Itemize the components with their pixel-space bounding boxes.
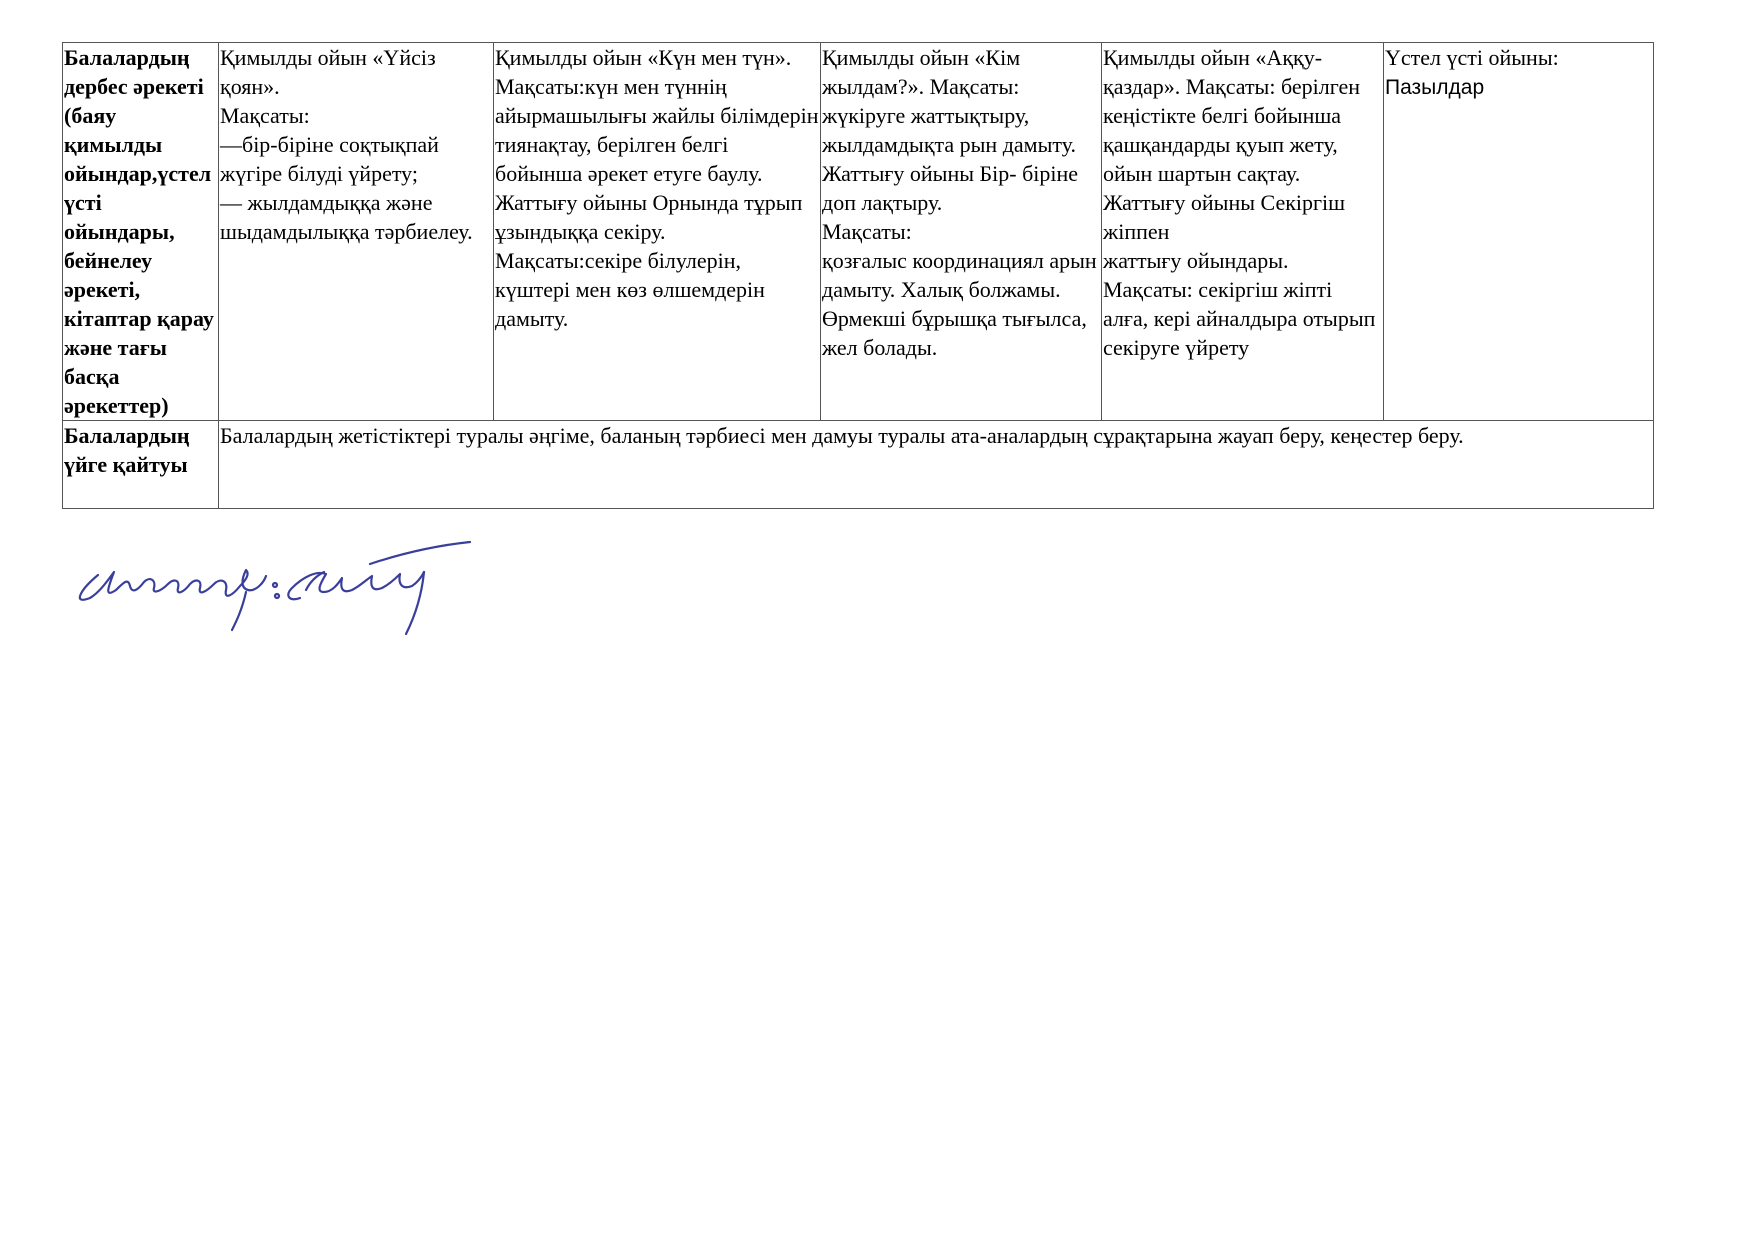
activity-cell-tuesday: Қимылды ойын «Күн мен түн». Мақсаты:күн мен түннің айырмашылығы жайлы білімдерін тиянақтау, берілген белгі бойынша әрекет етуге баулу. Жаттығу ойыны Орнында тұрып ұзындыққа секіру. Мақсаты:секіре білулерін, күштері мен көз өлшемдерін дамыту. bbox=[494, 43, 821, 421]
puzzles-label: Пазылдар bbox=[1385, 76, 1485, 99]
row-heading-going-home: Балалардың үйге қайтуы bbox=[63, 421, 219, 509]
activity-cell-wednesday: Қимылды ойын «Кім жылдам?». Мақсаты: жүкіруге жаттықтыру, жылдамдықта рын дамыту. Жаттығу ойыны Бір- біріне доп лақтыру. Мақсаты: қозғалыс координациял арын дамыту. Халық болжамы. Өрмекші бұрышқа тығылса, жел болады. bbox=[821, 43, 1102, 421]
activity-cell-friday bbox=[1384, 43, 1654, 421]
going-home-text: Балалардың жетістіктері туралы әңгіме, баланың тәрбиесі мен дамуы туралы ата-аналардың сұрақтарына жауап беру, кеңестер беру. bbox=[219, 421, 1654, 509]
activity-cell-thursday: Қимылды ойын «Аққу-қаздар». Мақсаты: берілген кеңістікте белгі бойынша қашқандарды қуып жету, ойын шартын сақтау. Жаттығу ойыны Секіргіш жіппен жаттығу ойындары. Мақсаты: секіргіш жіпті алға, кері айналдыра отырып секіруге үйрету bbox=[1102, 43, 1384, 421]
activity-cell-monday: Қимылды ойын «Үйсіз қоян». Мақсаты: —бір-біріне соқтықпай жүгіре білуді үйрету; — жылдамдыққа және шыдамдылыққа тәрбиелеу. bbox=[219, 43, 494, 421]
board-game-label: Үстел үсті ойыны: bbox=[1385, 45, 1559, 70]
table-row-going-home bbox=[63, 421, 1654, 509]
handwritten-signature bbox=[70, 530, 510, 660]
table-row-independent-activity bbox=[63, 43, 1654, 421]
row-heading-independent-activity: Балалардың дербес әрекеті (баяу қимылды ойындар,үстел үсті ойындары, бейнелеу әрекеті, кітаптар қарау және тағы басқа әрекеттер) bbox=[63, 43, 219, 421]
signature-strokes bbox=[80, 542, 470, 634]
daily-plan-table bbox=[62, 42, 1654, 509]
